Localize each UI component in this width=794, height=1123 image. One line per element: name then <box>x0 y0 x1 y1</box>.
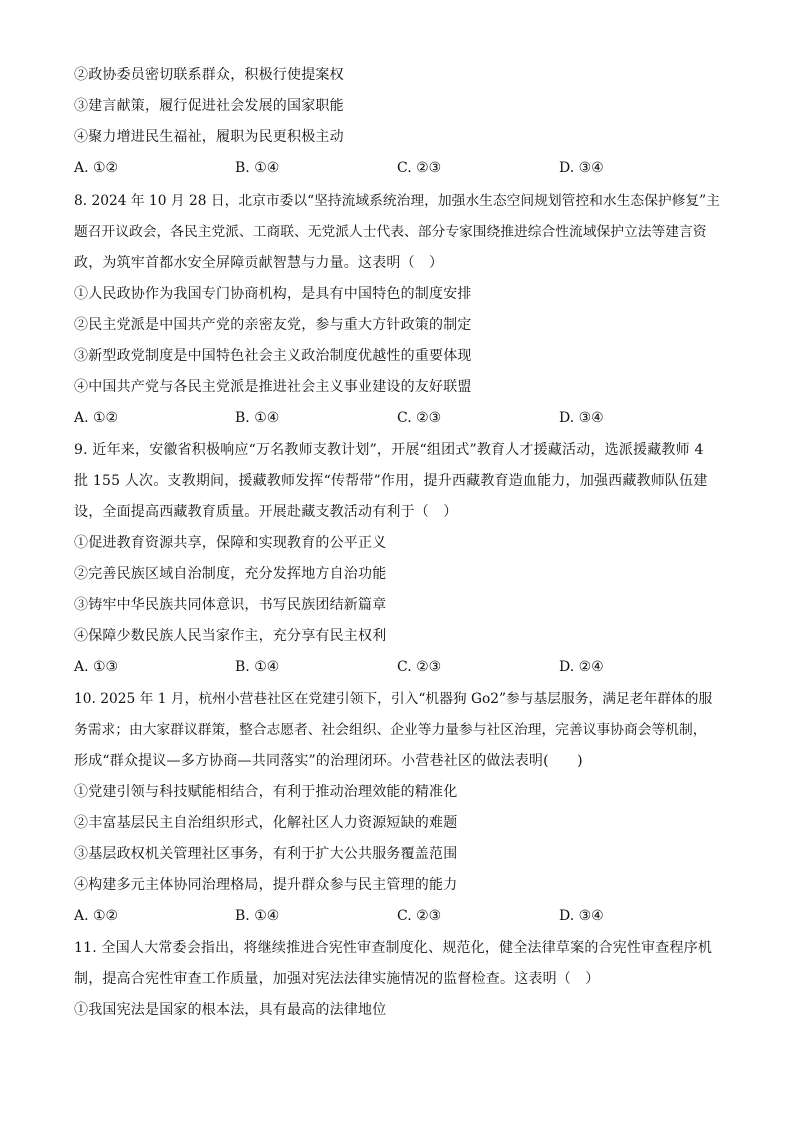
q9-option-c: C. ②③ <box>397 659 442 675</box>
q7-options <box>74 158 734 178</box>
q7-statement-3: ③建言献策，履行促进社会发展的国家职能 <box>74 98 344 114</box>
q7-option-c: C. ②③ <box>397 160 442 176</box>
q10-statement-3: ③基层政权机关管理社区事务，有利于扩大公共服务覆盖范围 <box>74 846 458 862</box>
q8-option-a: A. ①② <box>74 410 119 426</box>
q8-statement-3: ③新型政党制度是中国特色社会主义政治制度优越性的重要体现 <box>74 348 472 364</box>
q7-statement-4: ④聚力增进民生福祉，履职为民更积极主动 <box>74 129 344 145</box>
q7-option-b: B. ①④ <box>235 160 280 176</box>
q10-options <box>74 906 734 926</box>
q10-statement-4: ④构建多元主体协同治理格局，提升群众参与民主管理的能力 <box>74 877 458 893</box>
q8-stem-line-1: 8. 2024 年 10 月 28 日，北京市委以“坚持流域系统治理，加强水生态空间规划管控和水生态保护修复”主 <box>74 193 720 209</box>
q11-statement-1: ①我国宪法是国家的根本法，具有最高的法律地位 <box>74 1002 387 1018</box>
q11-stem-line-2: 制，提高合宪性审查工作质量，加强对宪法法律实施情况的监督检查。这表明（ ） <box>74 971 600 987</box>
q10-option-a: A. ①② <box>74 908 119 924</box>
q8-stem-line-3: 政，为筑牢首都水安全屏障贡献智慧与力量。这表明（ ） <box>74 255 444 271</box>
q9-statement-3: ③铸牢中华民族共同体意识，书写民族团结新篇章 <box>74 597 387 613</box>
q8-option-b: B. ①④ <box>235 410 280 426</box>
q9-statement-4: ④保障少数民族人民当家作主，充分享有民主权利 <box>74 628 387 644</box>
q9-options <box>74 657 734 677</box>
q8-options <box>74 408 734 428</box>
q9-option-d: D. ②④ <box>559 659 604 675</box>
q10-option-d: D. ③④ <box>559 908 604 924</box>
q8-option-d: D. ③④ <box>559 410 604 426</box>
q10-option-b: B. ①④ <box>235 908 280 924</box>
q9-statement-1: ①促进教育资源共享，保障和实现教育的公平正义 <box>74 535 387 551</box>
q10-statement-1: ①党建引领与科技赋能相结合，有利于推动治理效能的精准化 <box>74 784 458 800</box>
q9-option-b: B. ①④ <box>235 659 280 675</box>
q10-statement-2: ②丰富基层民主自治组织形式，化解社区人力资源短缺的难题 <box>74 815 458 831</box>
q11-stem-line-1: 11. 全国人大常委会指出，将继续推进合宪性审查制度化、规范化，健全法律草案的合宪性审查程序机 <box>74 940 713 956</box>
q10-stem-line-2: 务需求；由大家群议群策，整合志愿者、社会组织、企业等力量参与社区治理，完善议事协商会等机制， <box>74 722 707 738</box>
q8-stem-line-2: 题召开议政会，各民主党派、工商联、无党派人士代表、部分专家围绕推进综合性流域保护立法等建言资 <box>74 224 707 240</box>
q10-stem-line-1: 10. 2025 年 1 月，杭州小营巷社区在党建引领下，引入“机器狗 Go2”参与基层服务，满足老年群体的服 <box>74 691 713 707</box>
q9-stem-line-1: 9. 近年来，安徽省积极响应“万名教师支教计划”，开展“组团式”教育人才援藏活动，选派援藏教师 4 <box>74 442 704 458</box>
q9-statement-2: ②完善民族区域自治制度，充分发挥地方自治功能 <box>74 566 387 582</box>
q10-option-c: C. ②③ <box>397 908 442 924</box>
q9-option-a: A. ①③ <box>74 659 119 675</box>
q9-stem-line-2: 批 155 人次。支教期间，援藏教师发挥“传帮带”作用，提升西藏教育造血能力，加强西藏教师队伍建 <box>74 473 708 489</box>
q7-option-a: A. ①② <box>74 160 119 176</box>
q7-option-d: D. ③④ <box>559 160 604 176</box>
q8-statement-4: ④中国共产党与各民主党派是推进社会主义事业建设的友好联盟 <box>74 379 472 395</box>
q8-statement-2: ②民主党派是中国共产党的亲密友党，参与重大方针政策的制定 <box>74 317 472 333</box>
q9-stem-line-3: 设，全面提高西藏教育质量。开展赴藏支教活动有利于（ ） <box>74 504 458 520</box>
q8-option-c: C. ②③ <box>397 410 442 426</box>
q7-statement-2: ②政协委员密切联系群众，积极行使提案权 <box>74 67 344 83</box>
q10-stem-line-3: 形成“群众提议—多方协商—共同落实”的治理闭环。小营巷社区的做法表明( ) <box>74 753 583 769</box>
q8-statement-1: ①人民政协作为我国专门协商机构，是具有中国特色的制度安排 <box>74 286 472 302</box>
